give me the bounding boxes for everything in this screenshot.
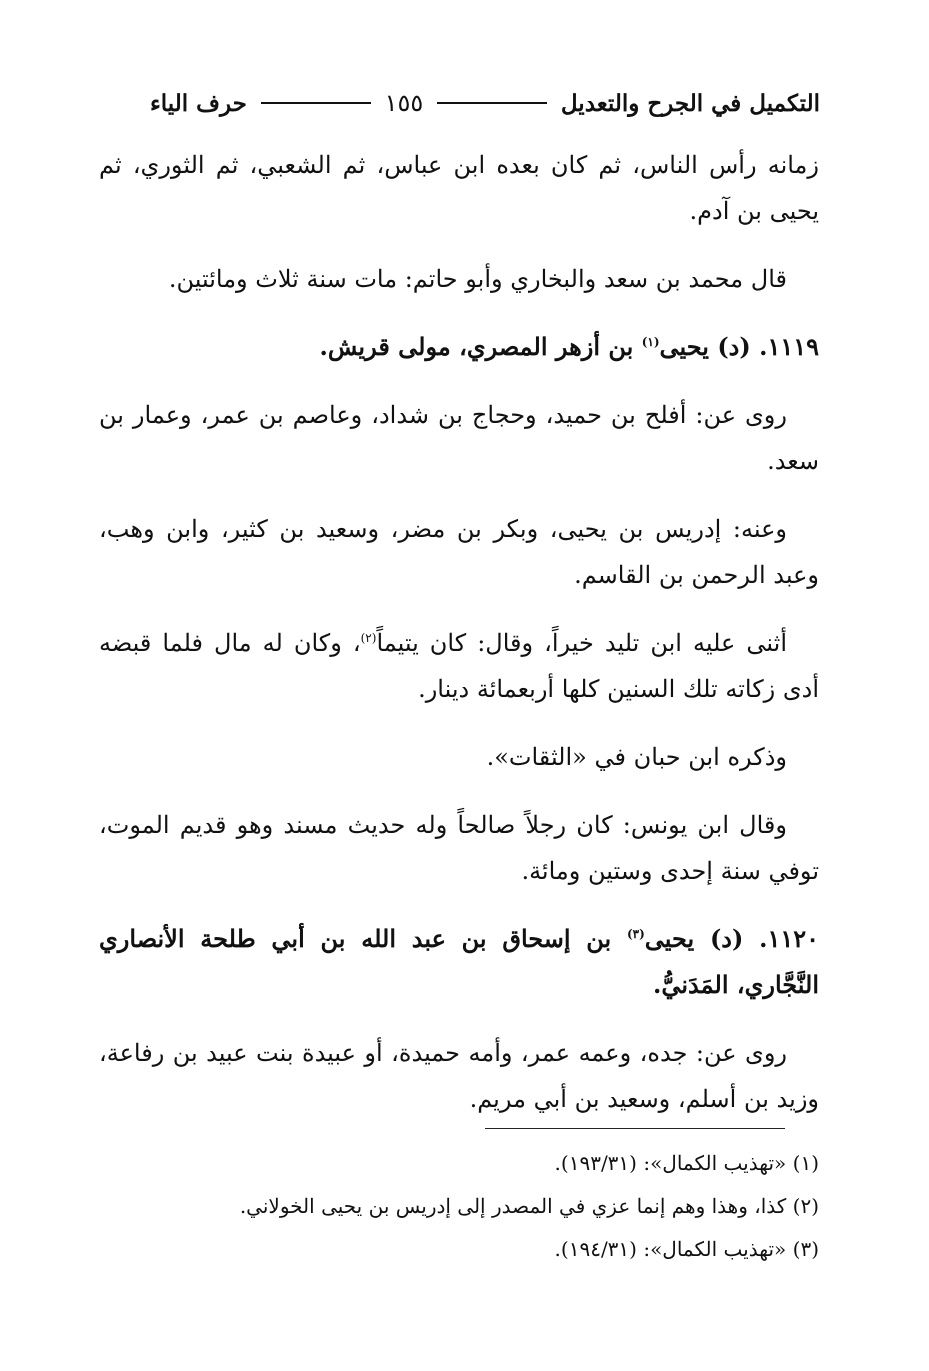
footnote-marker: (٢) xyxy=(360,631,377,645)
paragraph: روى عن: أفلح بن حميد، وحجاج بن شداد، وعاصم بن عمر، وعمار بن سعد. xyxy=(99,401,819,475)
header-dash xyxy=(437,102,547,104)
main-text xyxy=(99,142,819,1144)
footnote-marker: (١) xyxy=(641,335,660,349)
paragraph: زمانه رأس الناس، ثم كان بعده ابن عباس، ثم الشعبي، ثم الثوري، ثم يحيى بن آدم. xyxy=(99,151,819,225)
footnote: (٢) كذا، وهذا وهم إنما عزي في المصدر إلى إدريس بن يحيى الخولاني. xyxy=(239,1194,819,1218)
header-dash xyxy=(261,102,371,104)
running-header xyxy=(150,78,820,128)
page-number: ١٥٥ xyxy=(384,89,424,117)
footnote: (٣) «تهذيب الكمال»: (١٩٤/٣١). xyxy=(554,1237,819,1261)
paragraph-tail: ، وكان له مال فلما قبضه أدى زكاته تلك السنين كلها أربعمائة دينار. xyxy=(99,629,819,703)
entry-head: ١١٢٠. (د) يحيى xyxy=(644,924,819,953)
paragraph-head: أثنى عليه ابن تليد خيراً، وقال: كان يتيماً xyxy=(376,629,787,657)
entry-tail: بن أزهر المصري، مولى قريش. xyxy=(319,332,642,361)
paragraph: وقال ابن يونس: كان رجلاً صالحاً وله حديث مسند وهو قديم الموت، توفي سنة إحدى وستين ومائة. xyxy=(99,811,819,885)
paragraph: قال محمد بن سعد والبخاري وأبو حاتم: مات سنة ثلاث ومائتين. xyxy=(168,265,787,293)
footnotes xyxy=(99,1148,819,1277)
paragraph: وعنه: إدريس بن يحيى، وبكر بن مضر، وسعيد بن كثير، وابن وهب، وعبد الرحمن بن القاسم. xyxy=(99,515,819,589)
paragraph: روى عن: جده، وعمه عمر، وأمه حميدة، أو عبيدة بنت عبيد بن رفاعة، وزيد بن أسلم، وسعيد بن أبي مريم. xyxy=(99,1039,819,1113)
paragraph xyxy=(99,620,819,712)
footnote: (١) «تهذيب الكمال»: (١٩٣/٣١). xyxy=(554,1151,819,1175)
entry-head: ١١١٩. (د) يحيى xyxy=(659,332,819,361)
entry-heading-1119 xyxy=(99,324,819,370)
paragraph: وذكره ابن حبان في «الثقات». xyxy=(486,743,787,771)
footnote-separator xyxy=(485,1128,785,1129)
section-title: حرف الياء xyxy=(149,89,247,117)
footnote-marker: (٣) xyxy=(626,927,645,941)
entry-heading-1120 xyxy=(99,916,819,1008)
entry-tail: بن إسحاق بن عبد الله بن أبي طلحة الأنصاري النَّجَّاري، المَدَنيُّ. xyxy=(99,924,819,999)
book-title: التكميل في الجرح والتعديل xyxy=(560,89,820,117)
